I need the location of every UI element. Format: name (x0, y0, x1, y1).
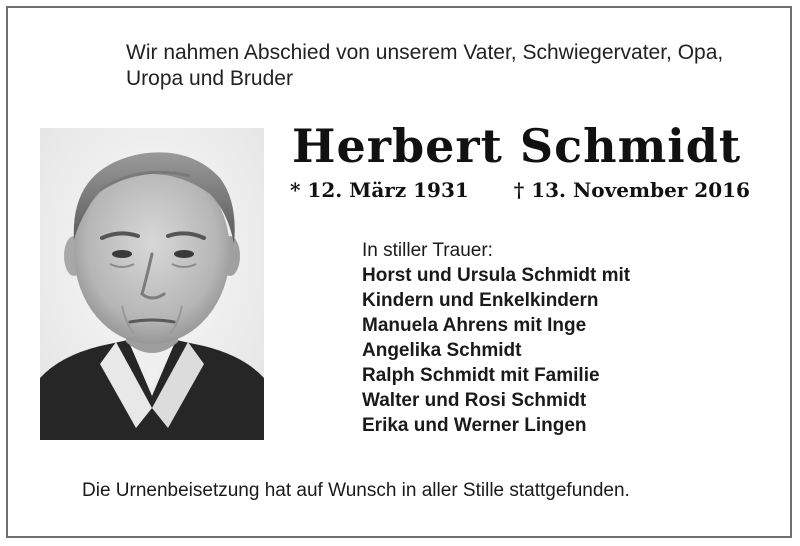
mourners-list (362, 238, 630, 438)
birth-date: * 12. März 1931 (290, 178, 469, 202)
portrait-illustration (40, 128, 264, 440)
burial-note: Die Urnenbeisetzung hat auf Wunsch in aller Stille stattgefunden. (82, 480, 630, 501)
mourners-heading: In stiller Trauer: (362, 240, 493, 261)
intro-line-1: Wir nahmen Abschied von unserem Vater, Schwiegervater, Opa, (126, 41, 724, 64)
intro-text (126, 40, 723, 92)
mourner-line: Ralph Schmidt mit Familie (362, 365, 600, 386)
portrait-photo (40, 128, 264, 440)
deceased-name: Herbert Schmidt (292, 119, 742, 173)
mourner-line: Erika und Werner Lingen (362, 415, 587, 436)
intro-line-2: Uropa und Bruder (126, 67, 293, 90)
mourner-line: Angelika Schmidt (362, 340, 522, 361)
death-date: † 13. November 2016 (513, 178, 750, 202)
life-dates (290, 176, 750, 204)
mourner-line: Kindern und Enkelkindern (362, 290, 599, 311)
mourner-line: Walter und Rosi Schmidt (362, 390, 587, 411)
mourner-line: Horst und Ursula Schmidt mit (362, 265, 631, 286)
mourner-line: Manuela Ahrens mit Inge (362, 315, 587, 336)
